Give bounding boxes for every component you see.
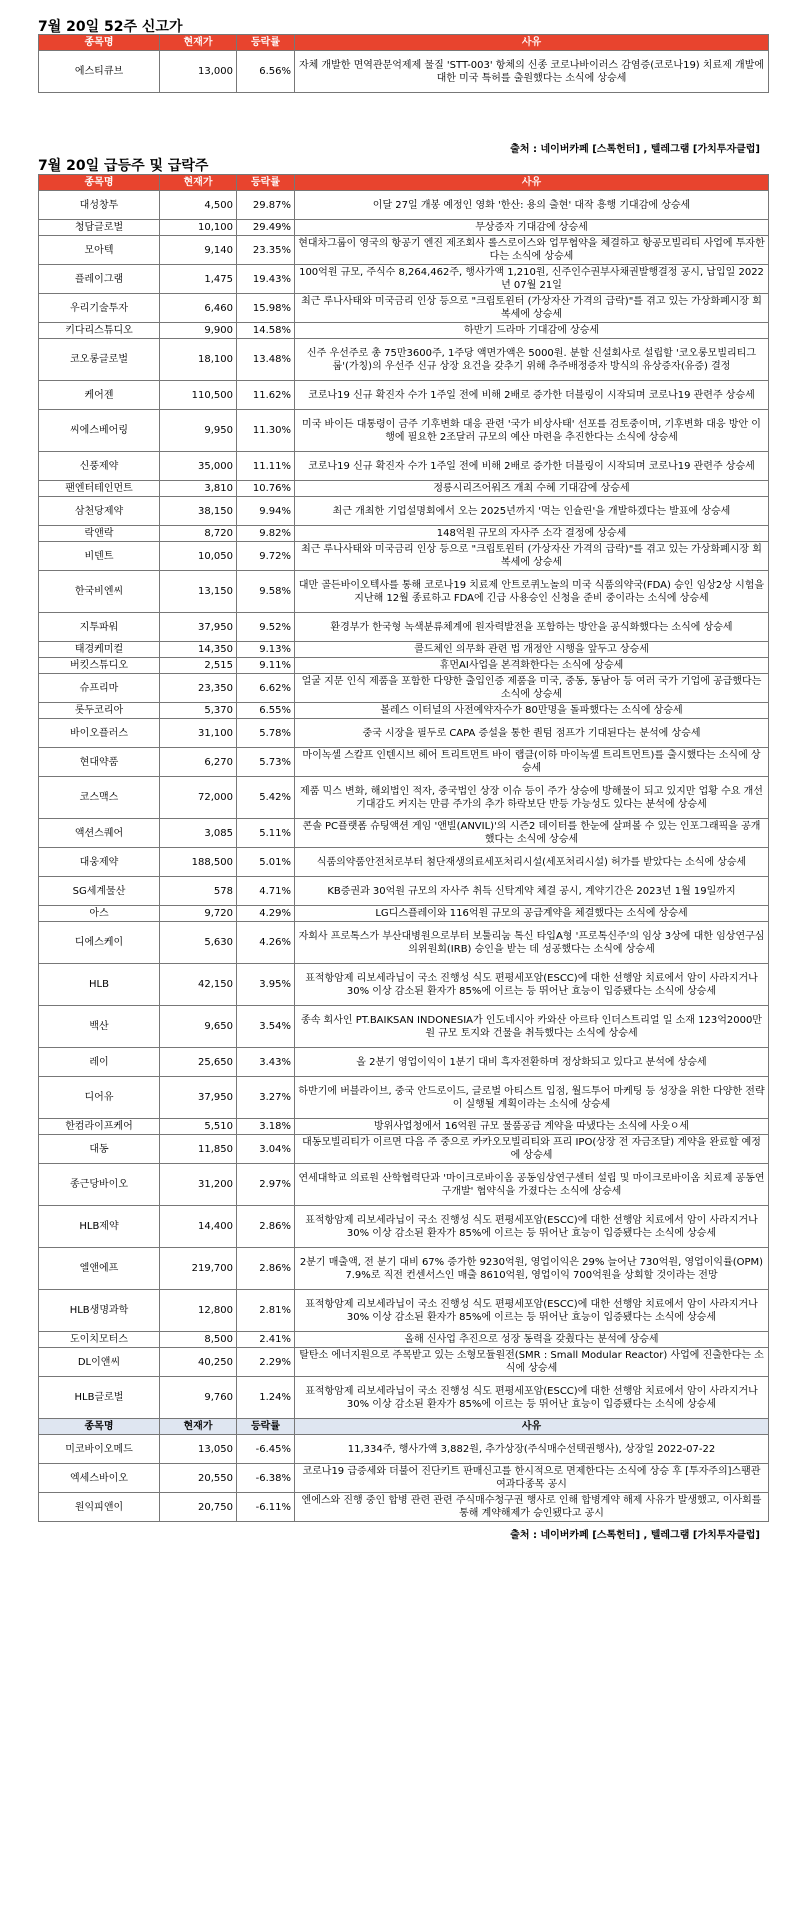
table-row	[39, 265, 769, 294]
current-price: 12,800	[160, 1290, 237, 1332]
reason-text: 대동모빌리티가 이르면 다음 주 중으로 카카오모빌리티와 프리 IPO(상장 전 자금조달) 계약을 완료할 예정에 상승세	[295, 1135, 769, 1164]
reason-text: 얼굴 지문 인식 제품을 포함한 다양한 출입인증 제품을 미국, 중동, 동남아 등 여러 국가 기업에 공급했다는 소식에 상승세	[295, 674, 769, 703]
stock-name: DL이앤씨	[39, 1348, 160, 1377]
table-row	[39, 542, 769, 571]
change-rate: -6.45%	[237, 1435, 295, 1464]
stock-name: 삼천당제약	[39, 497, 160, 526]
stock-name: 모아텍	[39, 236, 160, 265]
change-rate: 2.86%	[237, 1206, 295, 1248]
change-rate: 1.24%	[237, 1377, 295, 1419]
source-note: 출처 : 네이버카페 [스톡헌터] , 텔레그램 [가치투자클럽]	[510, 1530, 760, 1541]
header-reason: 사유	[295, 35, 769, 51]
stock-name: 한국비엔씨	[39, 571, 160, 613]
table-row	[39, 1377, 769, 1419]
change-rate: 15.98%	[237, 294, 295, 323]
reason-text: 제품 믹스 변화, 해외법인 적자, 중국법인 상장 이슈 등이 주가 상승에 방해물이 되고 있지만 업황 수요 개선 기대감도 커지는 만큼 주가의 추가 하락보단 반등 가능성도 있다는 분석에 상승세	[295, 777, 769, 819]
current-price: 20,750	[160, 1493, 237, 1522]
stock-name: 액션스퀘어	[39, 819, 160, 848]
change-rate: 6.56%	[237, 51, 295, 93]
reason-text: 미국 바이든 대통령이 금주 기후변화 대응 관련 '국가 비상사태' 선포를 검토중이며, 기후변화 대응 방안 이행에 필요한 2조달러 규모의 예산 마련을 추진한다는 소식에 상승세	[295, 410, 769, 452]
stock-name: 대웅제약	[39, 848, 160, 877]
stock-name: 백산	[39, 1006, 160, 1048]
reason-text: 표적항암제 리보세라닙이 국소 진행성 식도 편평세포암(ESCC)에 대한 선행암 치료에서 암이 사라지거나 30% 이상 감소된 환자가 85%에 이르는 등 뛰어난 효능이 입증됐다는 소식에 상승세	[295, 964, 769, 1006]
stock-name: 청담글로벌	[39, 220, 160, 236]
table-row	[39, 642, 769, 658]
current-price: 8,500	[160, 1332, 237, 1348]
current-price: 18,100	[160, 339, 237, 381]
table-row	[39, 220, 769, 236]
reason-text: 코로나19 신규 확진자 수가 1주일 전에 비해 2배로 증가한 더블링이 시작되며 코로나19 관련주 상승세	[295, 452, 769, 481]
stock-name: 씨에스베어링	[39, 410, 160, 452]
current-price: 13,000	[160, 51, 237, 93]
reason-text: 표적항암제 리보세라닙이 국소 진행성 식도 편평세포암(ESCC)에 대한 선행암 치료에서 암이 사라지거나 30% 이상 감소된 환자가 85%에 이르는 등 뛰어난 효능이 입증됐다는 소식에 상승세	[295, 1290, 769, 1332]
reason-text: 올해 신사업 추진으로 성장 동력을 갖췄다는 분석에 상승세	[295, 1332, 769, 1348]
table-row	[39, 1077, 769, 1119]
current-price: 9,760	[160, 1377, 237, 1419]
reason-text: 표적항암제 리보세라닙이 국소 진행성 식도 편평세포암(ESCC)에 대한 선행암 치료에서 암이 사라지거나 30% 이상 감소된 환자가 85%에 이르는 등 뛰어난 효능이 입증됐다는 소식에 상승세	[295, 1206, 769, 1248]
change-rate: 3.27%	[237, 1077, 295, 1119]
reason-text: 신주 우선주로 총 75만3600주, 1주당 액면가액은 5000원. 분할 신설회사로 설립할 '코오롱모빌리티그룹'(가칭)의 우선주 신규 상장 요건을 갖추기 위해 추주배정증자 방식의 유상증자(유증) 결정	[295, 339, 769, 381]
reason-text: 식품의약품안전처로부터 첨단재생의료세포처리시설(세포처리시설) 허가를 받았다는 소식에 상승세	[295, 848, 769, 877]
reason-text: 탈탄소 에너지원으로 주목받고 있는 소형모듈원전(SMR : Small Modular Reactor) 사업에 진출한다는 소식에 상승세	[295, 1348, 769, 1377]
current-price: 10,050	[160, 542, 237, 571]
current-price: 9,720	[160, 906, 237, 922]
current-price: 37,950	[160, 613, 237, 642]
current-price: 40,250	[160, 1348, 237, 1377]
table-row	[39, 613, 769, 642]
table-row	[39, 748, 769, 777]
change-rate: 3.04%	[237, 1135, 295, 1164]
current-price: 3,085	[160, 819, 237, 848]
stock-name: 신풍제약	[39, 452, 160, 481]
reason-text: 대만 골든바이오텍사를 통해 코로나19 치료제 안트로퀴노놀의 미국 식품의약국(FDA) 승인 임상2상 시험을 지난해 12월 종료하고 FDA에 긴급 사용승인 신청을 준비 중이라는 소식에 상승세	[295, 571, 769, 613]
table-row	[39, 922, 769, 964]
reason-text: 정릉시리즈어워즈 개최 수혜 기대감에 상승세	[295, 481, 769, 497]
stock-name: 에스티큐브	[39, 51, 160, 93]
table-row	[39, 1348, 769, 1377]
current-price: 219,700	[160, 1248, 237, 1290]
current-price: 13,050	[160, 1435, 237, 1464]
current-price: 2,515	[160, 658, 237, 674]
table-row	[39, 497, 769, 526]
change-rate: 23.35%	[237, 236, 295, 265]
table-row	[39, 571, 769, 613]
current-price: 3,810	[160, 481, 237, 497]
current-price: 6,270	[160, 748, 237, 777]
change-rate: 5.11%	[237, 819, 295, 848]
table-row	[39, 848, 769, 877]
header-name: 종목명	[39, 35, 160, 51]
change-rate: 2.41%	[237, 1332, 295, 1348]
reason-text: 자체 개발한 면역관문억제제 물질 'STT-003' 항체의 신종 코로나바이러스 감염증(코로나19) 치료제 개발에 대한 미국 특허를 출원했다는 소식에 상승세	[295, 51, 769, 93]
reason-text: 148억원 규모의 자사주 소각 결정에 상승세	[295, 526, 769, 542]
change-rate: 2.97%	[237, 1164, 295, 1206]
table-row	[39, 964, 769, 1006]
change-rate: 3.43%	[237, 1048, 295, 1077]
change-rate: -6.38%	[237, 1464, 295, 1493]
reason-text: 마이녹셀 스칼프 인텐시브 헤어 트리트먼트 바이 랩클(이하 마이녹셀 트리트먼트)를 출시했다는 소식에 상승세	[295, 748, 769, 777]
stock-name: 팬엔터테인먼트	[39, 481, 160, 497]
change-rate: 11.30%	[237, 410, 295, 452]
change-rate: 10.76%	[237, 481, 295, 497]
current-price: 9,140	[160, 236, 237, 265]
current-price: 14,350	[160, 642, 237, 658]
reason-text: 코로나19 급증세와 더불어 진단키트 판매신고를 한시적으로 면제한다는 소식에 상승 후 [투자주의]스팸관여과다종목 공시	[295, 1464, 769, 1493]
stock-name: 아스	[39, 906, 160, 922]
header-rate: 등락률	[237, 175, 295, 191]
current-price: 14,400	[160, 1206, 237, 1248]
change-rate: 19.43%	[237, 265, 295, 294]
fall-header-rate: 등락률	[237, 1419, 295, 1435]
table-row	[39, 1206, 769, 1248]
current-price: 25,650	[160, 1048, 237, 1077]
stock-name: 케어젠	[39, 381, 160, 410]
change-rate: 9.72%	[237, 542, 295, 571]
change-rate: 3.95%	[237, 964, 295, 1006]
fall-header-row	[39, 1419, 769, 1435]
stock-name: 현대약품	[39, 748, 160, 777]
current-price: 9,900	[160, 323, 237, 339]
reason-text: LG디스플레이와 116억원 규모의 공급계약을 체결했다는 소식에 상승세	[295, 906, 769, 922]
current-price: 8,720	[160, 526, 237, 542]
change-rate: 6.55%	[237, 703, 295, 719]
reason-text: 휴먼AI사업을 본격화한다는 소식에 상승세	[295, 658, 769, 674]
table-row	[39, 906, 769, 922]
change-rate: 11.62%	[237, 381, 295, 410]
stock-name: 롯두코리아	[39, 703, 160, 719]
table-row	[39, 1464, 769, 1493]
stock-name: 대성창투	[39, 191, 160, 220]
header-name: 종목명	[39, 175, 160, 191]
current-price: 5,510	[160, 1119, 237, 1135]
reason-text: KB증권과 30억원 규모의 자사주 취득 신탁계약 체결 공시, 계약기간은 2023년 1월 19일까지	[295, 877, 769, 906]
table-row	[39, 294, 769, 323]
stock-name: 비덴트	[39, 542, 160, 571]
table-row	[39, 191, 769, 220]
table-row	[39, 1332, 769, 1348]
table-row	[39, 51, 769, 93]
table-row	[39, 1493, 769, 1522]
header-price: 현재가	[160, 35, 237, 51]
stock-name: 코스맥스	[39, 777, 160, 819]
reason-text: 최근 루나사태와 미국금리 인상 등으로 "크립토윈터 (가상자산 가격의 급락)"를 겪고 있는 가상화폐시장 회복세에 상승세	[295, 294, 769, 323]
table-row	[39, 819, 769, 848]
change-rate: 9.13%	[237, 642, 295, 658]
table-row	[39, 703, 769, 719]
table-row	[39, 339, 769, 381]
table-row	[39, 236, 769, 265]
header-price: 현재가	[160, 175, 237, 191]
stock-name: 버킷스튜디오	[39, 658, 160, 674]
change-rate: 5.01%	[237, 848, 295, 877]
change-rate: 9.11%	[237, 658, 295, 674]
current-price: 5,370	[160, 703, 237, 719]
reason-text: 연세대학교 의료원 산학협력단과 '마이크로바이옴 공동임상연구센터 설립 및 마이크로바이옴 치료제 공동연구개발' 협약식을 가졌다는 소식에 상승세	[295, 1164, 769, 1206]
stock-name: 디어유	[39, 1077, 160, 1119]
change-rate: 29.49%	[237, 220, 295, 236]
stock-name: 도이치모터스	[39, 1332, 160, 1348]
stock-name: 슈프리마	[39, 674, 160, 703]
table-header-row	[39, 175, 769, 191]
reason-text: 볼레스 이터널의 사전예약자수가 80만명을 돌파했다는 소식에 상승세	[295, 703, 769, 719]
change-rate: 11.11%	[237, 452, 295, 481]
current-price: 110,500	[160, 381, 237, 410]
current-price: 9,650	[160, 1006, 237, 1048]
stock-name: HLB글로벌	[39, 1377, 160, 1419]
fall-header-name: 종목명	[39, 1419, 160, 1435]
table-row	[39, 1006, 769, 1048]
reason-text: 하반기에 버블라이브, 중국 안드로이드, 글로벌 아티스트 입점, 월드투어 마케팅 등 성장을 위한 다양한 전략이 실행될 계획이라는 소식에 상승세	[295, 1077, 769, 1119]
change-rate: 6.62%	[237, 674, 295, 703]
reason-text: 올 2분기 영업이익이 1분기 대비 흑자전환하며 정상화되고 있다고 분석에 상승세	[295, 1048, 769, 1077]
reason-text: 이달 27일 개봉 예정인 영화 '한산: 용의 출현' 대작 흥행 기대감에 상승세	[295, 191, 769, 220]
stock-name: 락앤락	[39, 526, 160, 542]
section2-title: 7월 20일 급등주 및 급락주	[38, 158, 209, 174]
table-row	[39, 1248, 769, 1290]
reason-text: 중국 시장을 필두로 CAPA 증설을 통한 퀀텀 점프가 기대된다는 분석에 상승세	[295, 719, 769, 748]
change-rate: 4.26%	[237, 922, 295, 964]
current-price: 20,550	[160, 1464, 237, 1493]
current-price: 72,000	[160, 777, 237, 819]
current-price: 42,150	[160, 964, 237, 1006]
current-price: 35,000	[160, 452, 237, 481]
stock-name: 바이오플러스	[39, 719, 160, 748]
reason-text: 2분기 매출액, 전 분기 대비 67% 증가한 9230억원, 영업이익은 29% 늘어난 730억원, 영업이익률(OPM) 7.9%로 직전 컨센서스인 매출 8610억원, 영업이익 700억원을 상회할 것이라는 전망	[295, 1248, 769, 1290]
stock-name: 디에스케이	[39, 922, 160, 964]
reason-text: 최근 루나사태와 미국금리 인상 등으로 "크립토윈터 (가상자산 가격의 급락)"를 겪고 있는 가상화폐시장 회복세에 상승세	[295, 542, 769, 571]
movers-table	[38, 174, 769, 1522]
table-row	[39, 410, 769, 452]
reason-text: 최근 개최한 기업설명회에서 오는 2025년까지 '먹는 인슐린'을 개발하겠다는 발표에 상승세	[295, 497, 769, 526]
section1-title: 7월 20일 52주 신고가	[38, 19, 183, 35]
reason-text: 종속 회사인 PT.BAIKSAN INDONESIA가 인도네시아 카와산 아르타 인더스트리얼 일 소재 123억2000만원 규모 토지와 건물을 취득했다는 소식에 상승세	[295, 1006, 769, 1048]
reason-text: 11,334주, 행사가액 3,882원, 추가상장(주식매수선택권행사), 상장일 2022-07-22	[295, 1435, 769, 1464]
stock-name: 종근당바이오	[39, 1164, 160, 1206]
current-price: 578	[160, 877, 237, 906]
fall-header-price: 현재가	[160, 1419, 237, 1435]
current-price: 23,350	[160, 674, 237, 703]
change-rate: 5.42%	[237, 777, 295, 819]
reason-text: 코로나19 신규 확진자 수가 1주일 전에 비해 2배로 증가한 더블링이 시작되며 코로나19 관련주 상승세	[295, 381, 769, 410]
fall-header-reason: 사유	[295, 1419, 769, 1435]
reason-text: 콜드체인 의무화 관련 법 개정안 시행을 앞두고 상승세	[295, 642, 769, 658]
table-row	[39, 323, 769, 339]
current-price: 10,100	[160, 220, 237, 236]
change-rate: 9.82%	[237, 526, 295, 542]
change-rate: 4.29%	[237, 906, 295, 922]
stock-name: HLB생명과학	[39, 1290, 160, 1332]
reason-text: 방위사업청에서 16억원 규모 물품공급 계약을 따냈다는 소식에 사웃ㅇ세	[295, 1119, 769, 1135]
table-row	[39, 381, 769, 410]
current-price: 31,100	[160, 719, 237, 748]
current-price: 1,475	[160, 265, 237, 294]
stock-name: 키다리스튜디오	[39, 323, 160, 339]
current-price: 11,850	[160, 1135, 237, 1164]
stock-name: HLB제약	[39, 1206, 160, 1248]
change-rate: 2.29%	[237, 1348, 295, 1377]
change-rate: 29.87%	[237, 191, 295, 220]
stock-name: 한컴라이프케어	[39, 1119, 160, 1135]
current-price: 38,150	[160, 497, 237, 526]
change-rate: -6.11%	[237, 1493, 295, 1522]
stock-name: 플레이그램	[39, 265, 160, 294]
stock-name: SG세계물산	[39, 877, 160, 906]
table-row	[39, 452, 769, 481]
stock-name: HLB	[39, 964, 160, 1006]
current-price: 9,950	[160, 410, 237, 452]
header-reason: 사유	[295, 175, 769, 191]
table-row	[39, 719, 769, 748]
stock-name: 태경케미컬	[39, 642, 160, 658]
reason-text: 100억원 규모, 주식수 8,264,462주, 행사가액 1,210원, 신주인수권부사채권발행결정 공시, 납입일 2022년 07월 21일	[295, 265, 769, 294]
change-rate: 9.94%	[237, 497, 295, 526]
table-row	[39, 1119, 769, 1135]
table-row	[39, 1048, 769, 1077]
change-rate: 3.18%	[237, 1119, 295, 1135]
reason-text: 표적항암제 리보세라닙이 국소 진행성 식도 편평세포암(ESCC)에 대한 선행암 치료에서 암이 사라지거나 30% 이상 감소된 환자가 85%에 이르는 등 뛰어난 효능이 입증됐다는 소식에 상승세	[295, 1377, 769, 1419]
table-row	[39, 526, 769, 542]
change-rate: 9.58%	[237, 571, 295, 613]
header-rate: 등락률	[237, 35, 295, 51]
current-price: 31,200	[160, 1164, 237, 1206]
table-row	[39, 658, 769, 674]
change-rate: 2.86%	[237, 1248, 295, 1290]
reason-text: 환경부가 한국형 녹색분류체계에 원자력발전을 포함하는 방안을 공식화했다는 소식에 상승세	[295, 613, 769, 642]
change-rate: 5.78%	[237, 719, 295, 748]
reason-text: 엔에스와 진행 중인 합병 관련 관련 주식매수청구권 행사로 인해 합병계약 해제 사유가 발생했고, 이사회를 통해 계약해제가 승인됐다고 공시	[295, 1493, 769, 1522]
change-rate: 13.48%	[237, 339, 295, 381]
stock-name: 대동	[39, 1135, 160, 1164]
table-row	[39, 1164, 769, 1206]
current-price: 4,500	[160, 191, 237, 220]
reason-text: 무상증자 기대감에 상승세	[295, 220, 769, 236]
stock-name: 원익피앤이	[39, 1493, 160, 1522]
table-row	[39, 481, 769, 497]
table-row	[39, 674, 769, 703]
current-price: 13,150	[160, 571, 237, 613]
stock-name: 엘앤에프	[39, 1248, 160, 1290]
stock-name: 레이	[39, 1048, 160, 1077]
reason-text: 콘솔 PC플랫폼 슈팅액션 게임 '앤빌(ANVIL)'의 시즌2 데이터를 한눈에 살펴볼 수 있는 인포그래픽을 공개했다는 소식에 상승세	[295, 819, 769, 848]
stock-name: 코오롱글로벌	[39, 339, 160, 381]
reason-text: 현대차그룹이 영국의 항공기 엔진 제조회사 롤스로이스와 업무협약을 체결하고 항공모빌리티 사업에 투자한다는 소식에 상승세	[295, 236, 769, 265]
source-note: 출처 : 네이버카페 [스톡헌터] , 텔레그램 [가치투자클럽]	[510, 144, 760, 155]
current-price: 37,950	[160, 1077, 237, 1119]
table-row	[39, 777, 769, 819]
change-rate: 3.54%	[237, 1006, 295, 1048]
current-price: 188,500	[160, 848, 237, 877]
change-rate: 4.71%	[237, 877, 295, 906]
new-high-table	[38, 34, 769, 93]
table-row	[39, 1290, 769, 1332]
stock-name: 지투파워	[39, 613, 160, 642]
stock-name: 엑세스바이오	[39, 1464, 160, 1493]
reason-text: 자회사 프로톡스가 부산대병원으로부터 보툴리눔 톡신 타입A형 '프로톡신주'의 임상 3상에 대한 임상연구심의위원회(IRB) 승인을 받는 데 성공했다는 소식에 상승세	[295, 922, 769, 964]
change-rate: 5.73%	[237, 748, 295, 777]
table-row	[39, 877, 769, 906]
stock-name: 우리기술투자	[39, 294, 160, 323]
current-price: 6,460	[160, 294, 237, 323]
change-rate: 14.58%	[237, 323, 295, 339]
change-rate: 9.52%	[237, 613, 295, 642]
change-rate: 2.81%	[237, 1290, 295, 1332]
table-row	[39, 1435, 769, 1464]
current-price: 5,630	[160, 922, 237, 964]
table-header-row	[39, 35, 769, 51]
stock-name: 미코바이오메드	[39, 1435, 160, 1464]
reason-text: 하반기 드라마 기대감에 상승세	[295, 323, 769, 339]
table-row	[39, 1135, 769, 1164]
